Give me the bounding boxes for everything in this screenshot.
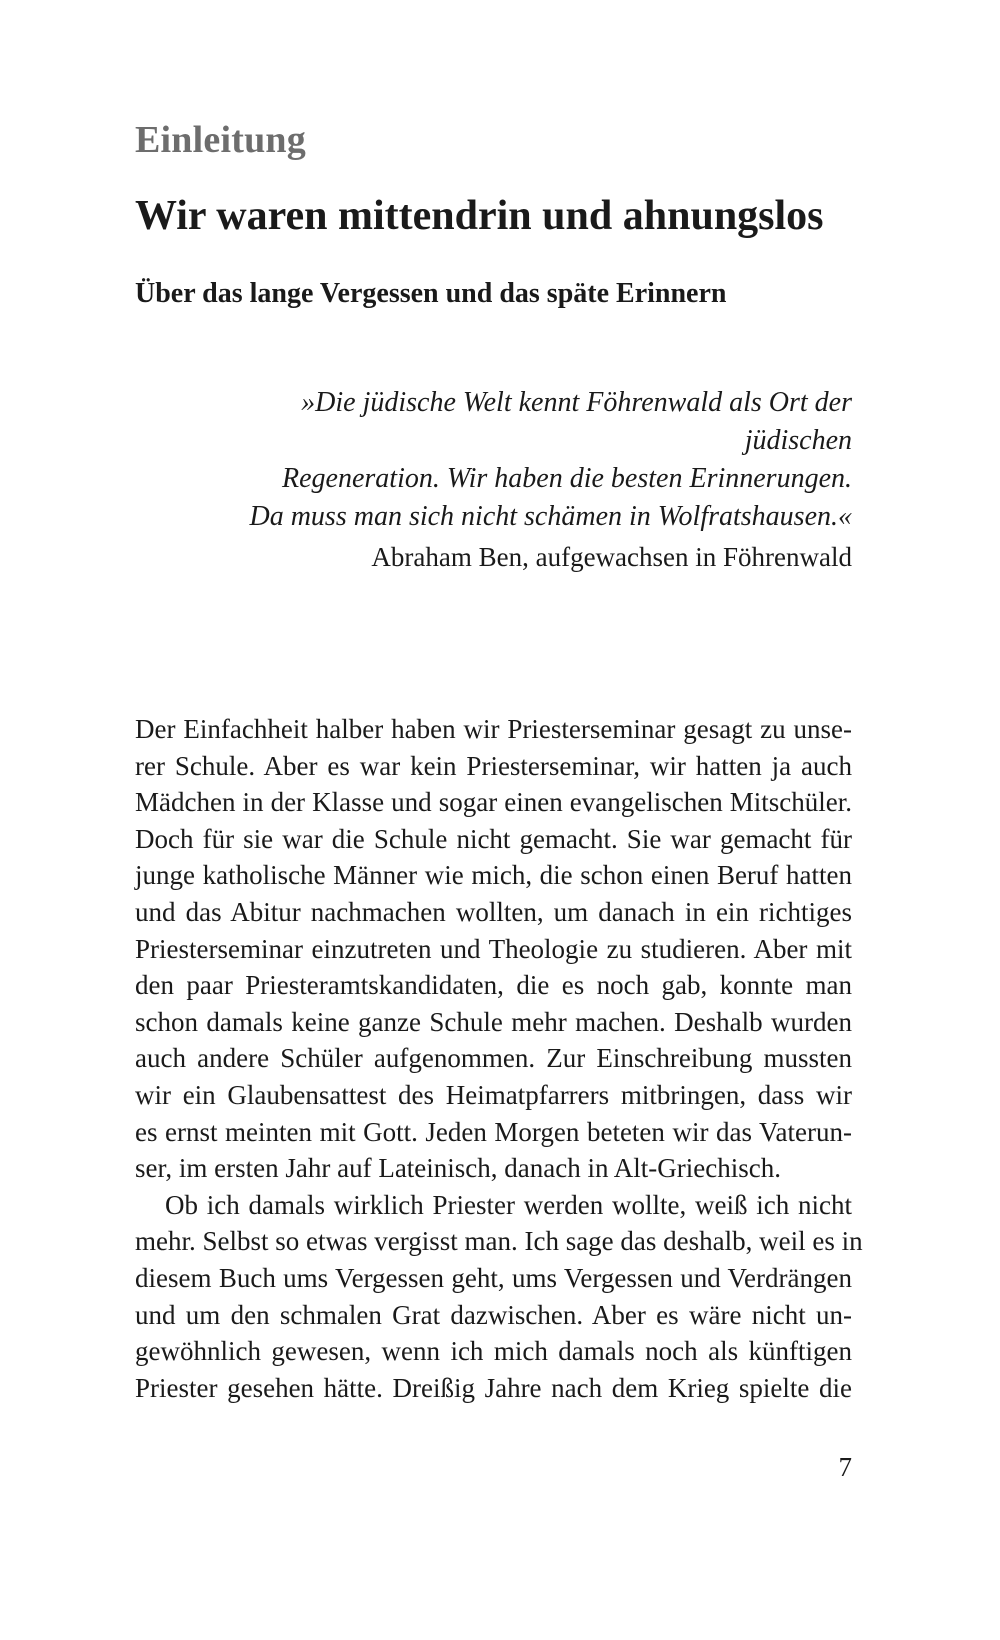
epigraph-line: »Die jüdische Welt kennt Föhrenwald als Ort der jüdischen (301, 387, 852, 456)
body-line: diesem Buch ums Vergessen geht, ums Vergessen und Verdrängen (135, 1262, 852, 1293)
body-line: mehr. Selbst so etwas vergisst man. Ich sage das deshalb, weil es in (135, 1226, 863, 1257)
body-line: Mädchen in der Klasse und sogar einen evangelischen Mitschüler. (135, 787, 852, 818)
body-line: Priesterseminar einzutreten und Theologie zu studieren. Aber mit (135, 933, 852, 964)
epigraph-source: Abraham Ben, aufgewachsen in Föhrenwald (371, 542, 852, 572)
body-line: Priester gesehen hätte. Dreißig Jahre nach dem Krieg spielte die (135, 1372, 852, 1403)
page-number: 7 (838, 1452, 852, 1482)
body-line: wir ein Glaubensattest des Heimatpfarrers mitbringen, dass wir (135, 1079, 852, 1110)
body-line: Der Einfachheit halber haben wir Priesterseminar gesagt zu unse- (135, 714, 852, 744)
body-text (135, 711, 863, 1406)
chapter-title: Wir waren mittendrin und ahnungslos (135, 193, 824, 239)
body-line: schon damals keine ganze Schule mehr machen. Deshalb wurden (135, 1006, 852, 1037)
body-line: junge katholische Männer wie mich, die schon einen Beruf hatten (135, 860, 852, 891)
body-line: Doch für sie war die Schule nicht gemacht. Sie war gemacht für (135, 823, 852, 854)
chapter-label: Einleitung (135, 119, 306, 161)
body-line: rer Schule. Aber es war kein Priesterseminar, wir hatten ja auch (135, 750, 852, 781)
body-line: Ob ich damals wirklich Priester werden wollte, weiß ich nicht (165, 1189, 852, 1220)
body-line: und um den schmalen Grat dazwischen. Aber es wäre nicht un- (135, 1299, 852, 1330)
body-line: es ernst meinten mit Gott. Jeden Morgen beteten wir das Vaterun- (135, 1116, 852, 1147)
body-line: den paar Priesteramtskandidaten, die es noch gab, konnte man (135, 970, 852, 1001)
chapter-subtitle: Über das lange Vergessen und das späte Erinnern (135, 278, 727, 309)
body-line: auch andere Schüler aufgenommen. Zur Einschreibung mussten (135, 1043, 852, 1074)
body-line: ser, im ersten Jahr auf Lateinisch, danach in Alt-Griechisch. (135, 1153, 781, 1184)
body-line: und das Abitur nachmachen wollten, um danach in ein richtiges (135, 896, 852, 927)
epigraph-line: Regeneration. Wir haben die besten Erinnerungen. (282, 463, 852, 494)
body-line: gewöhnlich gewesen, wenn ich mich damals noch als künftigen (135, 1336, 852, 1367)
epigraph (212, 384, 852, 576)
epigraph-line: Da muss man sich nicht schämen in Wolfratshausen.« (249, 501, 852, 532)
